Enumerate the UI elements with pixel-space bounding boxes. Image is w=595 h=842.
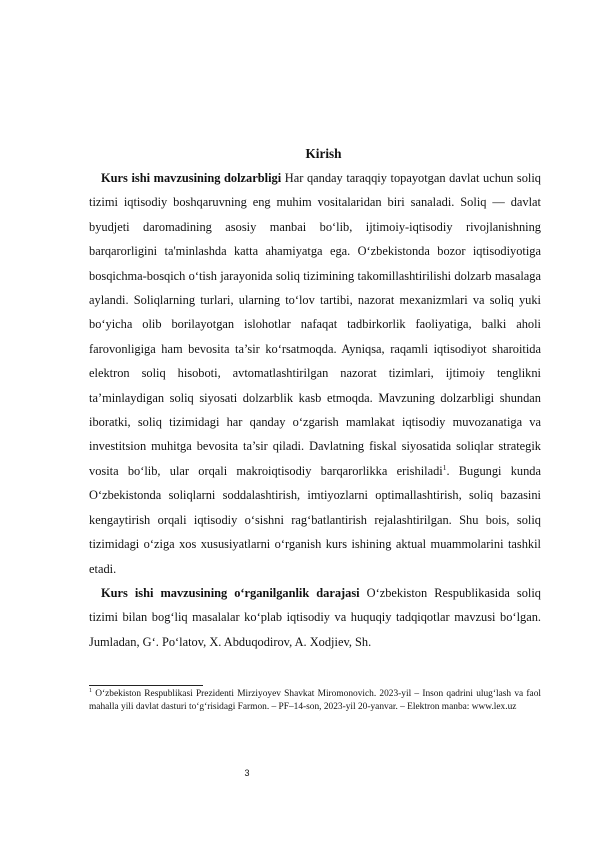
paragraph-relevance-text-continued: . Bugungi kunda O‘zbekistonda soliqlarni soddalashtirish, imtiyozlarni optimallashtirish, soliq bazasini kengaytirish orqali iqtisodiy o‘sishni rag‘batlantirish rejalashtirilgan. Shu bois, soliq tizimidagi o‘ziga xos xususiyatlarni o‘rganish kurs ishining aktual muammolarini tashkil etadi. bbox=[89, 463, 541, 576]
footnote-number: 1 bbox=[89, 687, 92, 694]
footnote-divider bbox=[89, 685, 203, 686]
page-number: 3 bbox=[244, 768, 250, 778]
paragraph-relevance bbox=[89, 166, 541, 581]
footnote-reference[interactable]: 1 bbox=[442, 462, 447, 472]
footnote bbox=[89, 688, 541, 713]
body-text bbox=[89, 166, 541, 654]
paragraph-relevance-text: Har qanday taraqqiy topayotgan davlat uchun soliq tizimi iqtisodiy boshqaruvning eng muhim vositalaridan biri sanaladi. Soliq — davlat byudjeti daromadining asosiy manbai bo‘lib, ijtimoiy-iqtisodiy rivojlanishning barqarorligini ta'minlashda katta ahamiyatga ega. O‘zbekistonda bozor iqtisodiyotiga bosqichma-bosqich o‘tish jarayonida soliq tizimining takomillashtirilishi dolzarb masalaga aylandi. Soliqlarning turlari, ularning to‘lov tartibi, nazorat mexanizmlari va soliq yuki bo‘yicha olib borilayotgan islohotlar nafaqat tadbirkorlik faoliyatiga, balki aholi farovonligiga ham bevosita ta’sir ko‘rsatmoqda. Ayniqsa, raqamli iqtisodiyot sharoitida elektron soliq hisoboti, avtomatlashtirilgan nazorat tizimlari, ijtimoiy tenglikni ta’minlaydigan soliq siyosati dolzarblik kasb etmoqda. Mavzuning dolzarbligi shundan iboratki, soliq tizimidagi har qanday o‘zgarish mamlakat iqtisodiy muvozanatiga va investitsion muhitga bevosita ta’sir qiladi. Davlatning fiskal siyosatida soliqlar strategik vosita bo‘lib, ular orqali makroiqtisodiy barqarorlikka erishiladi bbox=[89, 171, 542, 478]
paragraph-study-level-text: O‘zbekiston Respublikasida soliq tizimi bilan bog‘liq masalalar ko‘plab iqtisodiy va huquqiy tadqiqotlar mavzusi bo‘lgan. Jumladan, G‘. Po‘latov, X. Abduqodirov, A. Xodjiev, Sh. bbox=[89, 585, 541, 649]
section-title: Kirish bbox=[305, 146, 342, 161]
footnote-text: O‘zbekiston Respublikasi Prezidenti Mirziyoyev Shavkat Miromonovich. 2023-yil – Inson qadrini ulug‘lash va faol mahalla yili davlat dasturi to‘g‘risidagi Farmon. – PF–14-son, 2023-yil 20-yanvar. – Elektron manba: www.lex.uz bbox=[89, 689, 541, 712]
paragraph-study-level bbox=[89, 581, 541, 654]
paragraph-study-level-heading: Kurs ishi mavzusining o‘rganilganlik darajasi bbox=[101, 585, 360, 600]
paragraph-relevance-heading: Kurs ishi mavzusining dolzarbligi bbox=[101, 171, 282, 185]
